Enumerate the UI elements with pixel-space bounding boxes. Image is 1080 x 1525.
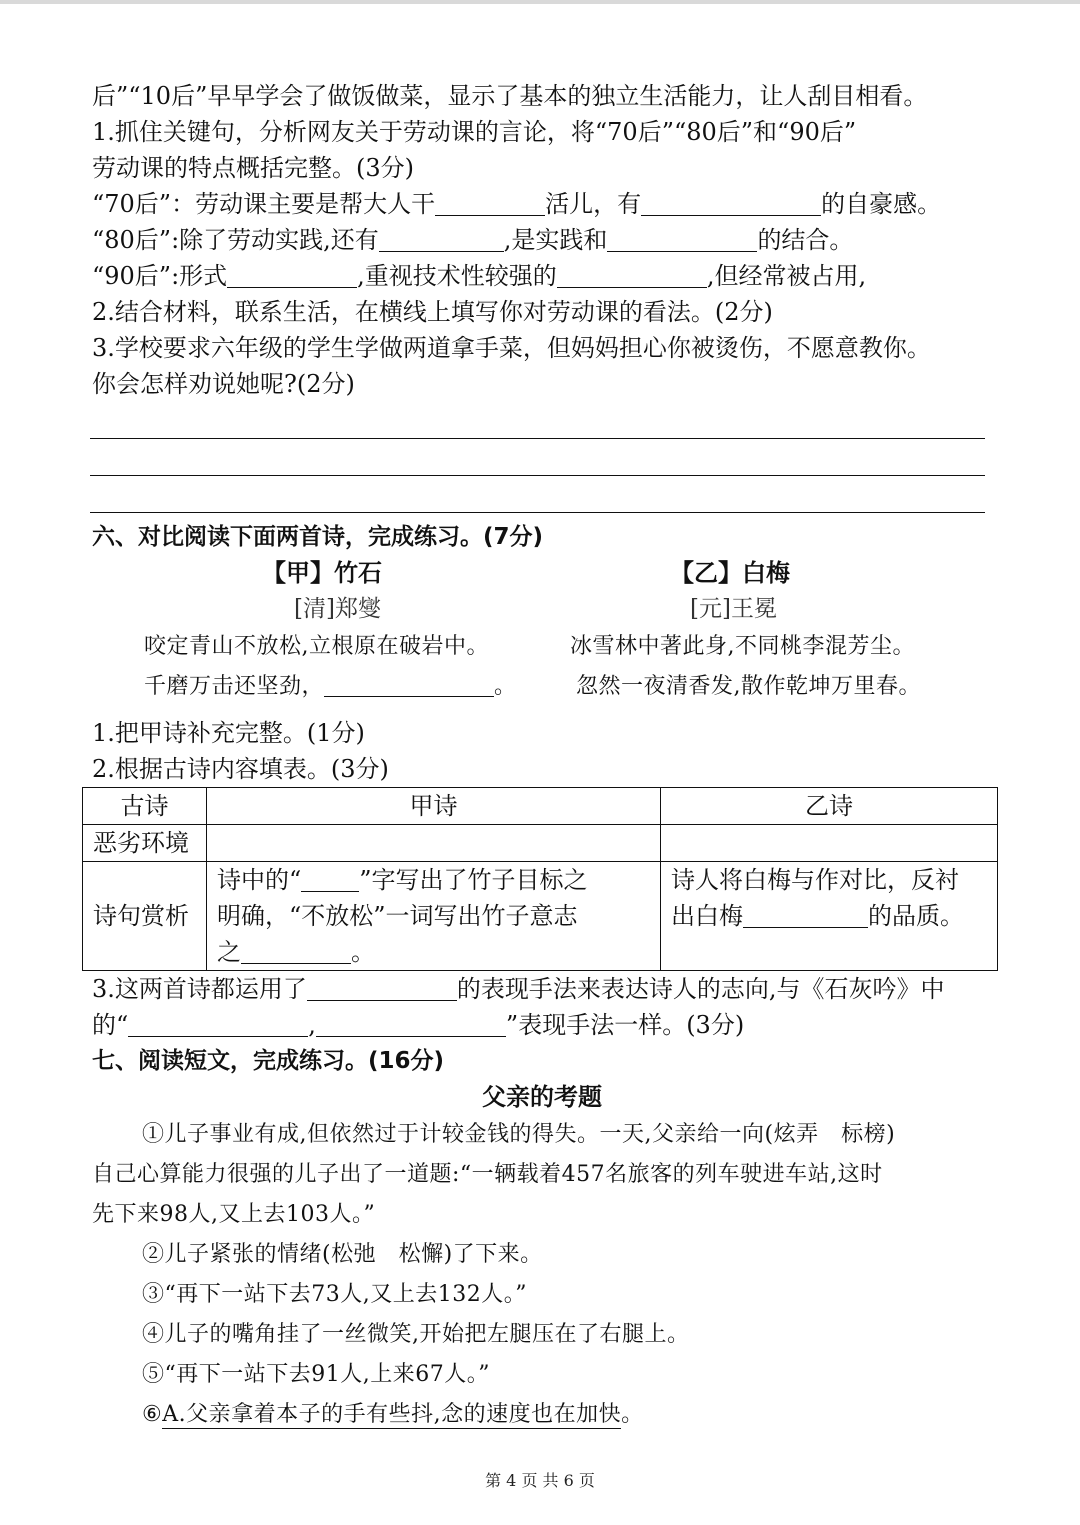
s5-q1-line2: 劳动课的特点概括完整。(3分) <box>92 154 414 182</box>
para-2: ②儿子紧张的情绪(松弛 松懈)了下来。 <box>142 1242 543 1267</box>
blank-90s-2[interactable] <box>557 263 707 288</box>
para-3: ③“再下一站下去73人,又上去132人。” <box>142 1282 527 1307</box>
poem-a-author: [清]郑燮 <box>294 596 381 622</box>
top-border <box>0 0 1080 4</box>
section-7-heading: 七、阅读短文，完成练习。(16分) <box>92 1048 445 1074</box>
row-label-appreciation: 诗句赏析 <box>83 862 207 971</box>
blank-80s-1[interactable] <box>379 227 504 252</box>
para-1-line2: 自己心算能力很强的儿子出了一道题:“一辆载着457名旅客的列车驶进车站,这时 <box>92 1162 883 1187</box>
blank-s6-q3-1[interactable] <box>307 976 457 1001</box>
s5-q3-line2: 你会怎样劝说她呢?(2分) <box>92 370 355 398</box>
para-5: ⑤“再下一站下去91人,上来67人。” <box>142 1362 490 1387</box>
s5-q3-line1: 3.学校要求六年级的学生学做两道拿手菜，但妈妈担心你被烫伤，不愿意教你。 <box>92 334 931 362</box>
poem-b-line2: 忽然一夜清香发,散作乾坤万里春。 <box>576 674 921 699</box>
cell-environment-a[interactable] <box>207 825 661 862</box>
underlined-sentence-a: A.父亲拿着本子的手有些抖,念的速度也在加快 <box>162 1402 622 1427</box>
blank-90s-1[interactable] <box>227 263 357 288</box>
para-4: ④儿子的嘴角挂了一丝微笑,开始把左腿压在了右腿上。 <box>142 1322 690 1347</box>
s6-q1: 1.把甲诗补充完整。(1分) <box>92 719 365 747</box>
blank-80s-2[interactable] <box>607 227 757 252</box>
cell-environment-b[interactable] <box>661 825 998 862</box>
s6-q3-line1: 3.这两首诗都运用了 的表现手法来表达诗人的志向,与《石灰吟》中 <box>92 975 945 1003</box>
s5-q2: 2.结合材料，联系生活，在横线上填写你对劳动课的看法。(2分) <box>92 298 773 326</box>
answer-line-2[interactable] <box>90 439 985 476</box>
page-footer: 第 4 页 共 6 页 <box>485 1471 595 1490</box>
article-title: 父亲的考题 <box>482 1083 602 1111</box>
table-row-appreciation <box>83 862 998 971</box>
table-row-environment <box>83 825 998 862</box>
header-poem: 古诗 <box>83 788 207 825</box>
row-label-environment: 恶劣环境 <box>83 825 207 862</box>
s5-row-80s: “80后”:除了劳动实践,还有 ,是实践和 的结合。 <box>92 226 854 254</box>
blank-s6-q3-3[interactable] <box>316 1012 506 1037</box>
intro-text: 后”“10后”早早学会了做饭做菜，显示了基本的独立生活能力，让人刮目相看。 <box>92 82 928 110</box>
blank-table-a-1[interactable] <box>301 867 359 892</box>
blank-table-b-1[interactable] <box>743 903 868 928</box>
blank-70s-2[interactable] <box>641 191 821 216</box>
section-5-questions <box>92 114 992 513</box>
exam-page <box>92 78 992 1435</box>
poem-a-line2: 千磨万击还坚劲， 。 <box>144 674 517 699</box>
s5-row-70s: “70后”：劳动课主要是帮大人干 活儿，有 的自豪感。 <box>92 190 942 218</box>
poem-b-author: [元]王冕 <box>690 596 777 622</box>
poem-table <box>82 787 998 971</box>
para-1-line3: 先下来98人,又上去103人。” <box>92 1202 376 1227</box>
blank-poem-a[interactable] <box>324 672 494 697</box>
blank-70s-1[interactable] <box>435 191 545 216</box>
answer-line-3[interactable] <box>90 476 985 513</box>
para-1-line1: ①儿子事业有成,但依然过于计较金钱的得失。一天,父亲给一向(炫弄 标榜) <box>142 1122 896 1147</box>
s5-q1-line1: 1.抓住关键句，分析网友关于劳动课的言论，将“70后”“80后”和“90后” <box>92 118 857 146</box>
cell-appreciation-b: 诗人将白梅与作对比，反衬 出白梅 的品质。 <box>661 862 998 971</box>
poem-a <box>144 555 517 707</box>
poems-block <box>92 555 992 715</box>
cell-appreciation-a: 诗中的“ ”字写出了竹子目标之 明确，“不放松”一词写出竹子意志 之 。 <box>207 862 661 971</box>
para-6: ⑥A.父亲拿着本子的手有些抖,念的速度也在加快。 <box>142 1402 644 1427</box>
section-6-heading: 六、对比阅读下面两首诗，完成练习。(7分) <box>92 524 544 550</box>
s6-q2: 2.根据古诗内容填表。(3分) <box>92 755 389 783</box>
blank-s6-q3-2[interactable] <box>128 1012 308 1037</box>
s5-row-90s: “90后”:形式 ,重视技术性较强的 ,但经常被占用, <box>92 262 867 290</box>
header-poem-b: 乙诗 <box>661 788 998 825</box>
blank-table-a-2[interactable] <box>241 939 351 964</box>
poem-a-title: 【甲】竹石 <box>262 559 382 587</box>
s6-q3-line2: 的“ , ”表现手法一样。(3分) <box>92 1011 745 1039</box>
header-poem-a: 甲诗 <box>207 788 661 825</box>
poem-a-line1: 咬定青山不放松,立根原在破岩中。 <box>144 634 489 659</box>
table-header-row <box>83 788 998 825</box>
article-body <box>92 1115 992 1435</box>
poem-b <box>570 555 921 707</box>
poem-b-line1: 冰雪林中著此身,不同桃李混芳尘。 <box>570 634 915 659</box>
poem-b-title: 【乙】白梅 <box>670 559 790 587</box>
answer-line-1[interactable] <box>90 402 985 439</box>
